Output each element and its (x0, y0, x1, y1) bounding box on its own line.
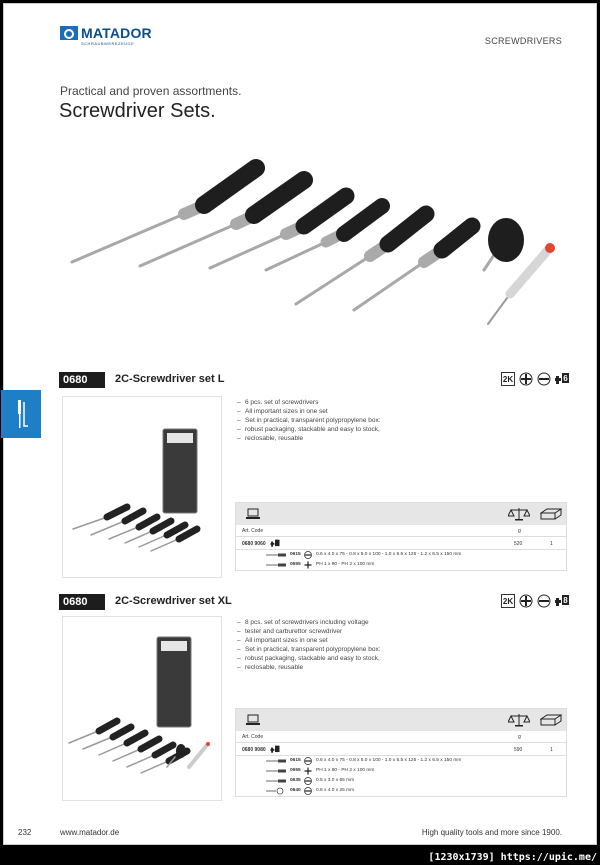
logo-mark-icon (60, 26, 78, 40)
slotted-tip-icon (304, 757, 312, 765)
feature-item: – 6 pcs. set of screwdrivers (237, 398, 437, 407)
pieces-count-icon (555, 594, 569, 608)
set-l-product-image (63, 397, 221, 577)
spec-table-set-l (235, 502, 567, 571)
section-header-set-l (59, 372, 569, 388)
page-number: 232 (18, 828, 32, 837)
spec-text: 0.6 x 4.0 x 75 - 0.8 x 5.0 x 100 - 1.0 x 5.5 x 125 - 1.2 x 6.5 x 150 mm (316, 552, 462, 557)
laptop-icon (246, 714, 260, 726)
art-code-value: 0680 9060 (242, 541, 266, 547)
phillips-tip-icon (304, 767, 312, 775)
feature-item: – All important sizes in one set (237, 407, 437, 416)
image-source-watermark: [1230x1739] https://upic.me/ (428, 852, 597, 863)
brand-name: MATADOR (81, 25, 152, 41)
spec-code: 0655 (290, 768, 301, 773)
feature-icons (501, 372, 569, 386)
weight-scale-icon (508, 507, 530, 521)
product-name: 2C-Screwdriver set L (115, 373, 225, 385)
feature-item-continued: – robust packaging, stackable and easy to stock, (237, 654, 437, 663)
svg-text:6: 6 (563, 374, 568, 383)
spec-text: PH 1 x 80 - PH 2 x 100 mm (316, 562, 375, 567)
screwdriver-tab-icon (15, 398, 29, 430)
pieces-icon (270, 745, 280, 754)
spec-table-subheader (236, 525, 566, 537)
website-link[interactable]: www.matador.de (60, 828, 120, 837)
catalog-page (3, 3, 597, 845)
pieces-count-icon (555, 372, 569, 386)
spec-text: 0.8 x 4.0 x 25 mm (316, 788, 355, 793)
package-icon (540, 507, 562, 521)
feature-item: – Set in practical, transparent polypropylene box: (237, 416, 437, 425)
phillips-screwdriver-icon (266, 563, 286, 567)
spec-code: 0635 (290, 778, 301, 783)
svg-text:8: 8 (563, 596, 568, 605)
product-code-badge: 0680 (59, 372, 105, 388)
phillips-icon (519, 372, 533, 386)
intro-subtitle: Practical and proven assortments. (60, 84, 242, 98)
feature-item-continued: – robust packaging, stackable and easy to stock, (237, 425, 437, 434)
spec-row (236, 756, 566, 766)
product-image-set-l (62, 396, 222, 578)
section-header-set-xl (59, 594, 569, 610)
pieces-icon (270, 539, 280, 548)
footer-tagline: High quality tools and more since 1900. (421, 828, 562, 837)
art-code-label: Art. Code (242, 528, 264, 534)
art-code-value: 0680 9080 (242, 747, 266, 753)
feature-item-continued: – reclosable, reusable (237, 663, 437, 672)
spec-code: 0615 (290, 552, 301, 557)
spec-text: 0.5 x 3.0 x 65 mm (316, 778, 355, 783)
slotted-tip-icon (304, 787, 312, 795)
spec-row (236, 766, 566, 776)
slotted-screwdriver-icon (266, 553, 286, 557)
package-icon (540, 713, 562, 727)
hero-screwdriver-6 (354, 226, 472, 310)
phillips-icon (519, 594, 533, 608)
weight-unit: g (518, 528, 521, 534)
feature-icons (501, 594, 569, 608)
art-code-label: Art. Code (242, 734, 264, 740)
spec-code: 0640 (290, 788, 301, 793)
page-category: SCREWDRIVERS (484, 36, 562, 46)
feature-item: – All important sizes in one set (237, 636, 437, 645)
product-name: 2C-Screwdriver set XL (115, 595, 232, 607)
feature-list-set-xl (237, 618, 437, 672)
weight-unit: g (518, 734, 521, 740)
slotted-icon (537, 372, 551, 386)
table-row (236, 743, 566, 756)
slotted-tip-icon (304, 777, 312, 785)
laptop-icon (246, 508, 260, 520)
two-component-icon: 2K (501, 594, 515, 608)
slotted-icon (537, 594, 551, 608)
section-side-tab[interactable] (1, 390, 41, 438)
phillips-screwdriver-icon (266, 769, 286, 773)
weight-scale-icon (508, 713, 530, 727)
weight-value: 590 (514, 747, 523, 753)
set-xl-product-image (63, 617, 221, 800)
phillips-tip-icon (304, 561, 312, 569)
voltage-tester-icon (266, 787, 286, 795)
brand-logo (60, 25, 152, 46)
spec-row (236, 550, 566, 560)
hero-screwdriver-1 (72, 168, 256, 262)
feature-list-set-l (237, 398, 437, 443)
two-component-icon: 2K (501, 372, 515, 386)
spec-row (236, 560, 566, 570)
slotted-tip-icon (304, 551, 312, 559)
qty-value: 1 (550, 541, 553, 547)
product-code-badge: 0680 (59, 594, 105, 610)
carburettor-screwdriver-icon (266, 779, 286, 783)
feature-item: – tester and carburettor screwdriver (237, 627, 437, 636)
spec-table-header (236, 503, 566, 525)
spec-row (236, 776, 566, 786)
feature-item: – Set in practical, transparent polypropylene box: (237, 645, 437, 654)
spec-code: 0655 (290, 562, 301, 567)
product-image-set-xl (62, 616, 222, 801)
hero-screwdriver-stubby (484, 218, 524, 270)
table-row (236, 537, 566, 550)
spec-table-header (236, 709, 566, 731)
spec-text: 0.6 x 4.0 x 75 - 0.8 x 5.0 x 100 - 1.0 x 5.5 x 125 - 1.2 x 6.5 x 150 mm (316, 758, 462, 763)
feature-item: – 8 pcs. set of screwdrivers including voltage (237, 618, 437, 627)
spec-text: PH 1 x 80 - PH 2 x 100 mm (316, 768, 375, 773)
spec-code: 0615 (290, 758, 301, 763)
spec-table-set-xl (235, 708, 567, 797)
spec-table-subheader (236, 731, 566, 743)
screwdriver-hero-image (64, 144, 574, 334)
feature-item-continued: – reclosable, reusable (237, 434, 437, 443)
page-title: Screwdriver Sets. (59, 100, 216, 122)
weight-value: 520 (514, 541, 523, 547)
spec-row (236, 786, 566, 796)
slotted-screwdriver-icon (266, 759, 286, 763)
brand-subtitle: SCHRAUBWERKZEUGE (81, 41, 135, 46)
qty-value: 1 (550, 747, 553, 753)
